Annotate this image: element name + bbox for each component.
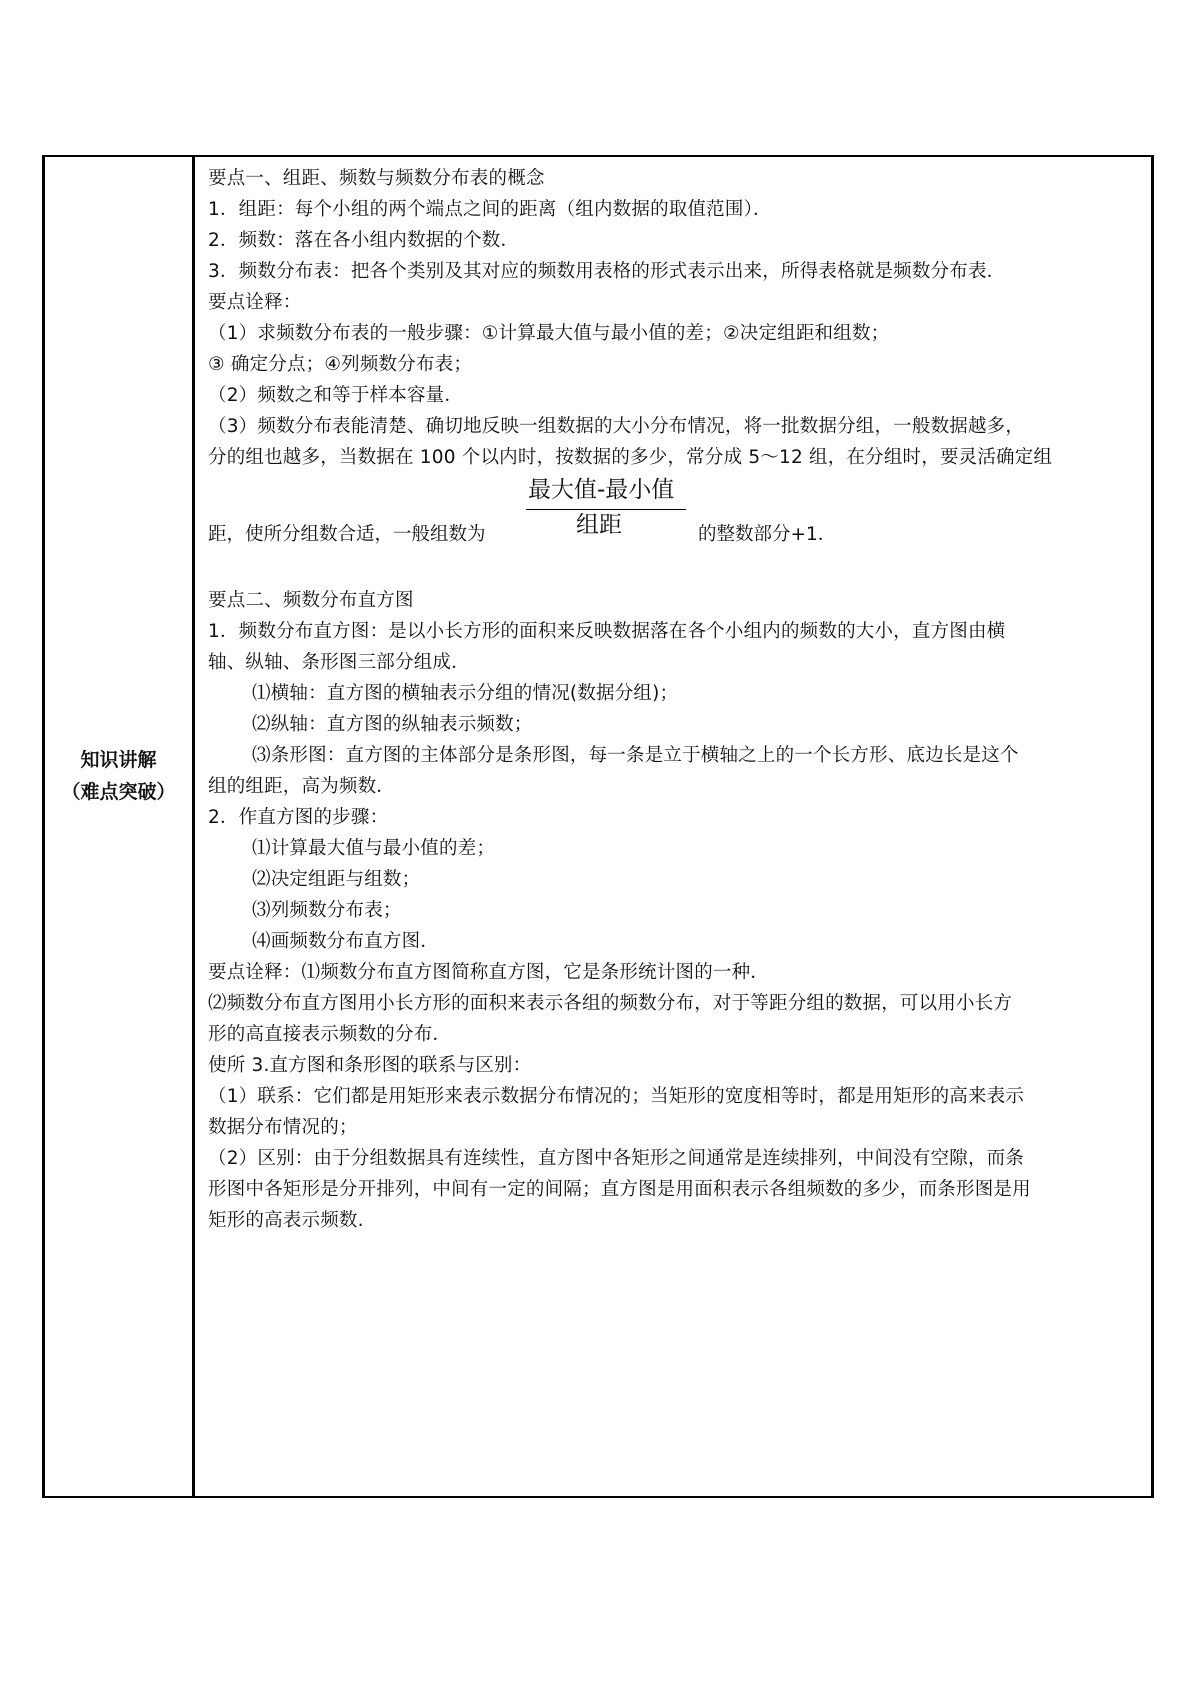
section2-paragraph: 1．频数分布直方图：是以小长方形的面积来反映数据落在各个小组内的频数的大小，直方图由横 — [208, 621, 1006, 642]
note-item: （1）求频数分布表的一般步骤：①计算最大值与最小值的差；②决定组距和组数； — [208, 323, 890, 344]
step-item: ⑷画频数分布直方图． — [252, 931, 440, 952]
section1-heading: 要点一、组距、频数与频数分布表的概念 — [208, 168, 545, 189]
note-item: ⑵频数分布直方图用小长方形的面积来表示各组的频数分布，对于等距分组的数据，可以用小长方 — [208, 993, 1013, 1014]
note-item: （3）频数分布表能清楚、确切地反映一组数据的大小分布情况，将一批数据分组，一般数据越多， — [208, 416, 1025, 437]
relation-item: （1）联系：它们都是用矩形来表示数据分布情况的；当矩形的宽度相等时，都是用矩形的高来表示 — [208, 1086, 1025, 1107]
step-item: ⑴计算最大值与最小值的差； — [252, 838, 496, 859]
section1-paragraph: 3．频数分布表：把各个类别及其对应的频数用表格的形式表示出来，所得表格就是频数分布表． — [208, 261, 1006, 282]
right-content-cell — [198, 157, 1151, 1496]
section2-paragraph: 轴、纵轴、条形图三部分组成． — [208, 652, 470, 673]
note-item: 形的高直接表示频数的分布． — [208, 1024, 452, 1045]
step-item: ⑵决定组距与组数； — [252, 869, 421, 890]
section1-paragraph: 1．组距：每个小组的两个端点之间的距离（组内数据的取值范围）． — [208, 199, 772, 220]
left-label-line1: 知识讲解 — [80, 749, 157, 771]
step-item: ⑶列频数分布表； — [252, 900, 402, 921]
note-item: ③ 确定分点；④列频数分布表； — [208, 354, 473, 375]
relation-item: （2）区别：由于分组数据具有连续性，直方图中各矩形之间通常是连续排列，中间没有空隙，而条 — [208, 1148, 1025, 1169]
sub-item: ⑶条形图：直方图的主体部分是条形图，每一条是立于横轴之上的一个长方形、底边长是这个 — [252, 745, 1019, 766]
note-item: 要点诠释：⑴频数分布直方图简称直方图，它是条形统计图的一种． — [208, 962, 770, 983]
fraction-line — [208, 473, 1145, 563]
note-item: 分的组也越多，当数据在 100 个以内时，按数据的多少，常分成 5～12 组，在分组时，要灵活确定组 — [208, 447, 1053, 468]
section2-paragraph: 使所 3.直方图和条形图的联系与区别： — [208, 1055, 532, 1076]
note-title: 要点诠释： — [208, 292, 302, 313]
sub-item-continued: 组的组距，高为频数． — [208, 776, 396, 797]
fraction-numerator: 最大值-最小值 — [528, 477, 675, 503]
fraction-line-left-text: 距，使所分组数合适，一般组数为 — [208, 524, 486, 545]
left-label-line2: （难点突破） — [61, 781, 176, 803]
section2-heading: 要点二、频数分布直方图 — [208, 590, 414, 611]
sub-item: ⑴横轴：直方图的横轴表示分组的情况(数据分组)； — [252, 683, 679, 704]
section-gap — [208, 563, 1145, 585]
relation-item: 矩形的高表示频数. — [208, 1210, 364, 1231]
section1-paragraph: 2．频数：落在各小组内数据的个数． — [208, 230, 520, 251]
fraction-line-right-text: 的整数部分+1． — [698, 524, 837, 545]
left-label-cell — [45, 157, 195, 1496]
fraction-denominator: 组距 — [576, 512, 622, 538]
relation-item: 形图中各矩形是分开排列，中间有一定的间隔；直方图是用面积表示各组频数的多少，而条形图是用 — [208, 1179, 1031, 1200]
section2-paragraph: 2．作直方图的步骤： — [208, 807, 389, 828]
relation-item: 数据分布情况的； — [208, 1117, 358, 1138]
content-table — [42, 155, 1154, 1498]
sub-item: ⑵纵轴：直方图的纵轴表示频数； — [252, 714, 533, 735]
note-item: （2）频数之和等于样本容量． — [208, 385, 464, 406]
